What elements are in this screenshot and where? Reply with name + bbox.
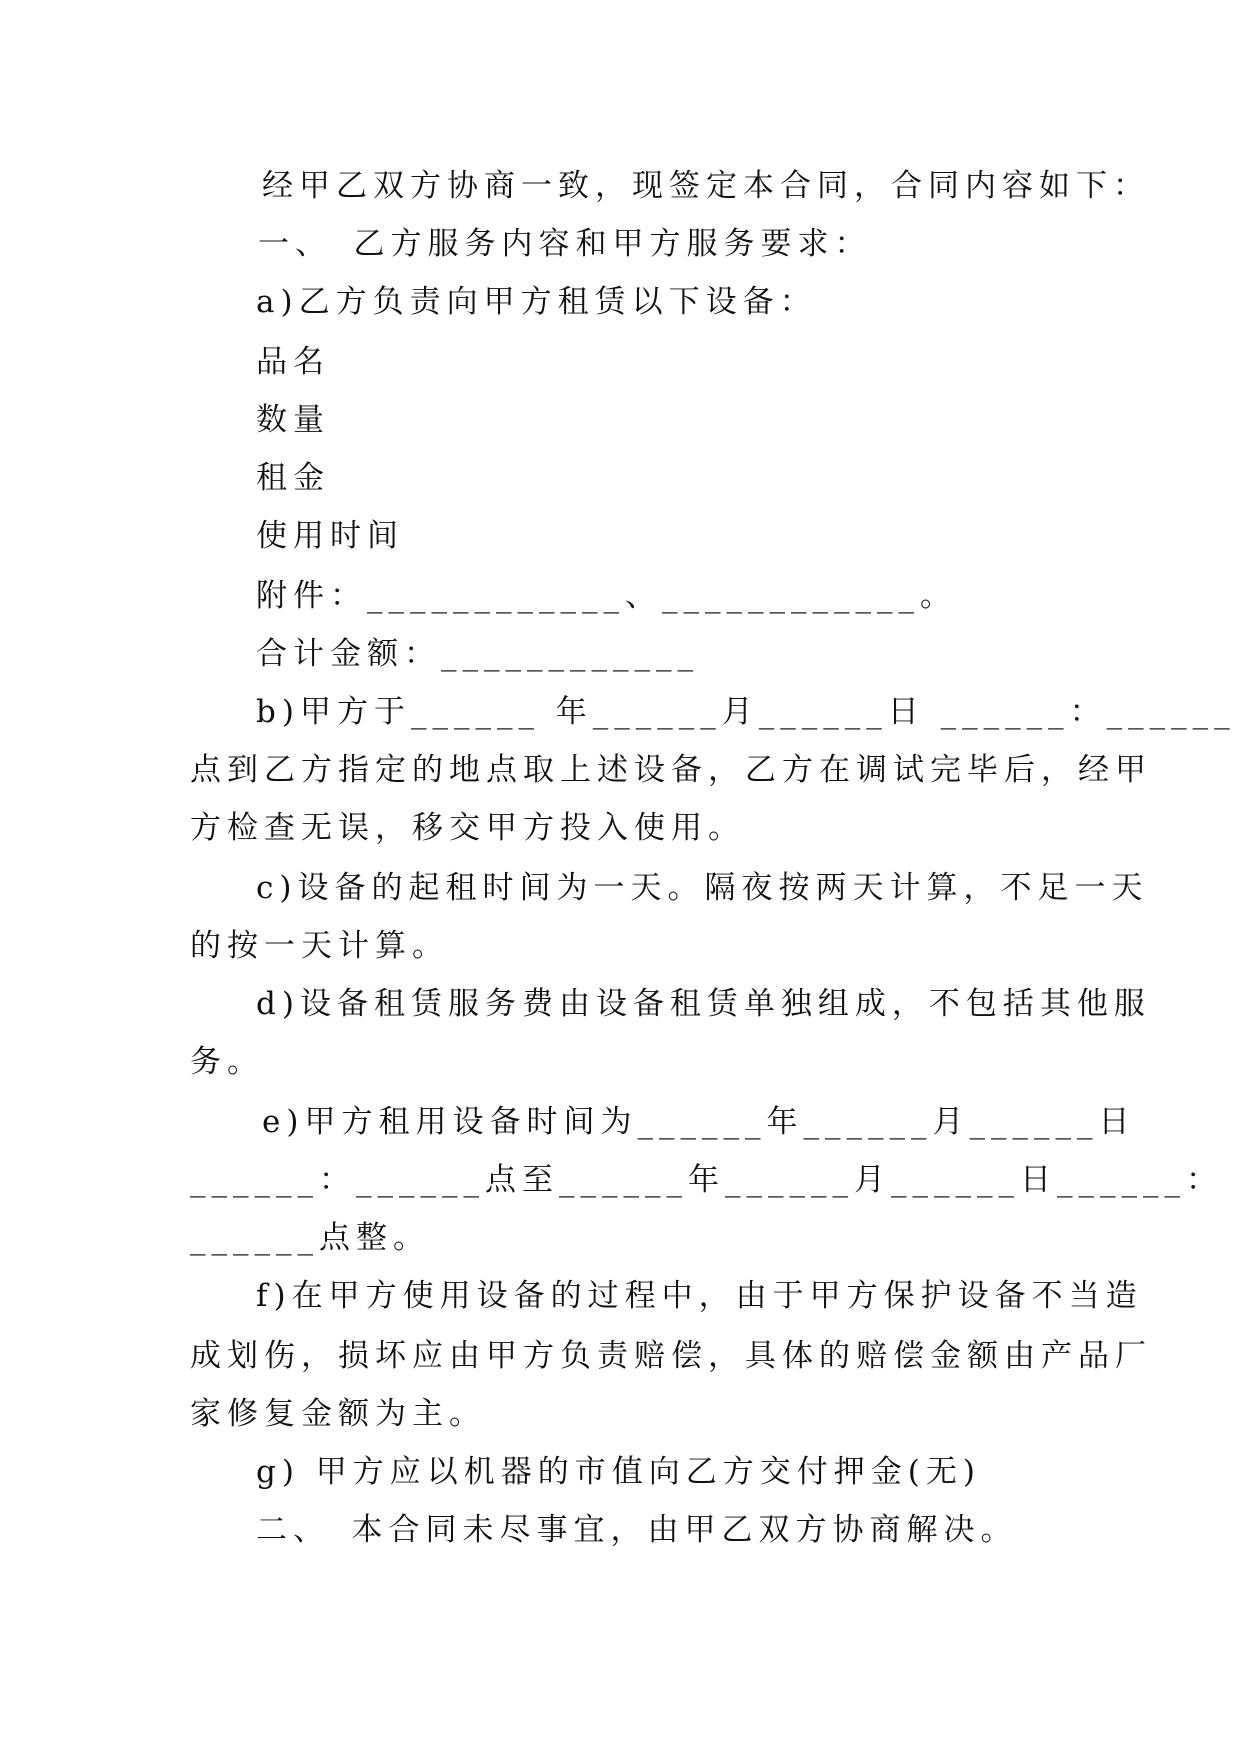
- clause-a: a)乙方负责向甲方租赁以下设备：: [256, 284, 817, 320]
- clause-c-line-2: 的按一天计算。: [190, 928, 449, 964]
- clause-g: g) 甲方应以机器的市值向乙方交付押金(无): [256, 1454, 981, 1490]
- field-usage-time: 使用时间: [256, 518, 404, 554]
- field-total-amount: 合计金额：____________: [256, 636, 699, 672]
- clause-b-line-2: 点到乙方指定的地点取上述设备，乙方在调试完毕后，经甲: [190, 752, 1152, 788]
- clause-e-line-2: ______：______点至______年______月______日______：: [190, 1162, 1223, 1198]
- section-1-heading: 一、 乙方服务内容和甲方服务要求：: [258, 226, 872, 262]
- clause-b-line-3: 方检查无误，移交甲方投入使用。: [190, 810, 745, 846]
- clause-c-line-1: c)设备的起租时间为一天。隔夜按两天计算，不足一天: [256, 870, 1149, 906]
- clause-b-line-1: b)甲方于______ 年______月______日 ______：______: [256, 694, 1236, 730]
- clause-d-line-2: 务。: [190, 1044, 264, 1080]
- field-quantity: 数量: [256, 402, 330, 438]
- clause-f-line-2: 成划伤，损坏应由甲方负责赔偿，具体的赔偿金额由产品厂: [190, 1338, 1152, 1374]
- clause-e-line-3: ______点整。: [190, 1220, 430, 1256]
- field-product-name: 品名: [256, 344, 330, 380]
- clause-e-line-1: e)甲方租用设备时间为______年______月______日: [262, 1104, 1136, 1140]
- clause-f-line-3: 家修复金额为主。: [190, 1396, 486, 1432]
- clause-d-line-1: d)设备租赁服务费由设备租赁单独组成，不包括其他服: [256, 986, 1151, 1022]
- field-rent: 租金: [256, 460, 330, 496]
- section-2-heading: 二、 本合同未尽事宜，由甲乙双方协商解决。: [256, 1512, 1018, 1548]
- field-attachments: 附件：____________、____________。: [256, 578, 957, 614]
- clause-f-line-1: f)在甲方使用设备的过程中，由于甲方保护设备不当造: [256, 1278, 1143, 1314]
- intro-paragraph: 经甲乙双方协商一致，现签定本合同，合同内容如下：: [262, 168, 1150, 204]
